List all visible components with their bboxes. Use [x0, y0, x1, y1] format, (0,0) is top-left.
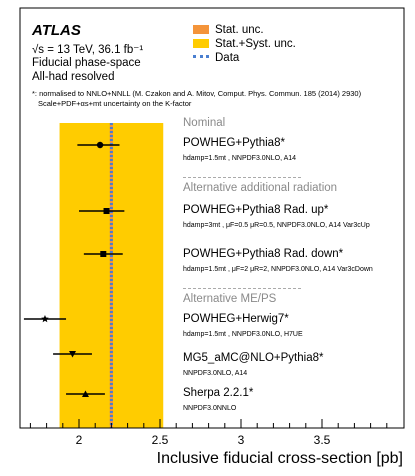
prediction-label: POWHEG+Pythia8*: [183, 137, 285, 149]
section-nominal: Nominal: [183, 117, 226, 129]
prediction-settings: hdamp=1.5mt , NNPDF3.0NLO, H7UE: [183, 331, 303, 338]
legend-stat: [193, 24, 264, 36]
footnote-line2: Scale+PDF+αs+mt uncertainty on the K-factor: [38, 99, 192, 108]
prediction-settings: NNPDF3.0NLO, A14: [183, 370, 248, 377]
prediction-settings: hdamp=1.5mt , μF=2 μR=2, NNPDF3.0NLO, A14 Var3cDown: [183, 266, 373, 273]
legend-data: [193, 52, 239, 64]
prediction-marker: [104, 208, 110, 214]
separator-2: [183, 288, 301, 289]
prediction-settings: hdamp=1.5mt , NNPDF3.0NLO, A14: [183, 155, 297, 162]
x-tick-label: 3: [237, 433, 245, 447]
prediction-label: MG5_aMC@NLO+Pythia8*: [183, 352, 324, 364]
prediction-label: POWHEG+Herwig7*: [183, 313, 289, 325]
legend-stat-syst-label: Stat.+Syst. unc.: [215, 38, 296, 50]
legend-stat-syst: [193, 38, 296, 50]
stat-swatch-icon: [193, 25, 209, 34]
legend-stat-label: Stat. unc.: [215, 24, 264, 36]
selection: All-had resolved: [32, 71, 115, 83]
energy-lumi: √s = 13 TeV, 36.1 fb⁻¹: [32, 44, 144, 56]
stat-syst-swatch-icon: [193, 39, 209, 48]
x-tick-label: 2.5: [151, 433, 169, 447]
atlas-label: ATLAS: [32, 22, 81, 39]
footnote-line1: *: normalised to NNLO+NNLL (M. Czakon and A. Mitov, Comput. Phys. Commun. 185 (2014) 2930): [32, 89, 362, 98]
separator-1: [183, 177, 301, 178]
prediction-marker: [100, 251, 106, 257]
x-tick-label: 3.5: [313, 433, 331, 447]
prediction-label: Sherpa 2.2.1*: [183, 387, 254, 399]
phase-space: Fiducial phase-space: [32, 57, 141, 69]
section-alt-radiation: Alternative additional radiation: [183, 182, 338, 194]
prediction-label: POWHEG+Pythia8 Rad. up*: [183, 204, 329, 216]
prediction-marker: [41, 315, 49, 322]
prediction-label: POWHEG+Pythia8 Rad. down*: [183, 248, 344, 260]
x-axis-title: Inclusive fiducial cross-section [pb]: [156, 450, 403, 467]
prediction-settings: hdamp=3mt , μF=0.5 μR=0.5, NNPDF3.0NLO, A14 Var3cUp: [183, 222, 370, 229]
section-alt-meps: Alternative ME/PS: [183, 293, 277, 305]
data-line-icon: [193, 55, 209, 58]
prediction-settings: NNPDF3.0NNLO: [183, 405, 237, 412]
x-tick-label: 2: [75, 433, 83, 447]
prediction-marker: [97, 142, 103, 148]
legend-data-label: Data: [215, 52, 240, 64]
